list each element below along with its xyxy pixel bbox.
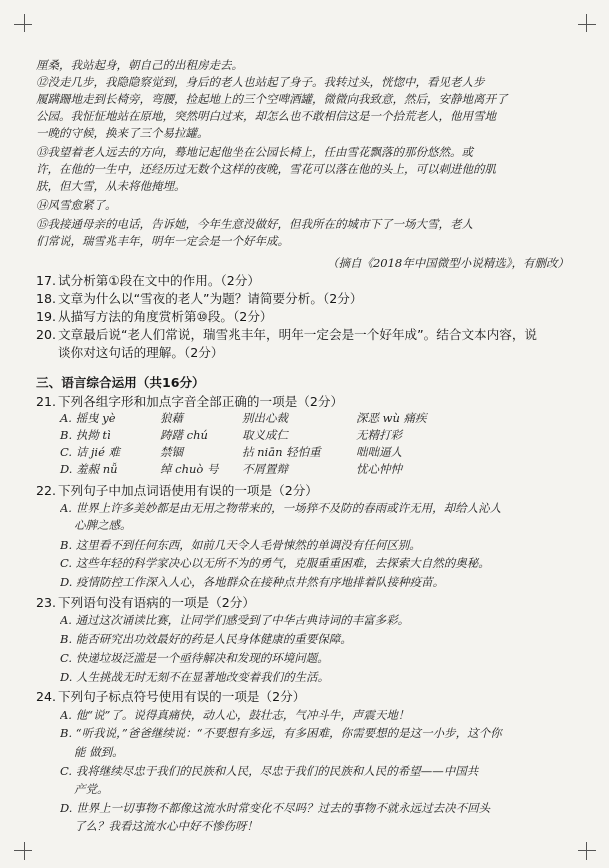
passage-line: 厘桑，我站起身，朝自己的出租房走去。 [36, 58, 243, 72]
crop-mark-top-right [578, 24, 596, 25]
q21-option-a3: 别出心裁 [242, 411, 288, 425]
q21-option-c4: 咄咄逼人 [356, 445, 402, 459]
question-text: 谈你对这句话的理解。（2分） [58, 345, 224, 360]
q23-line: C. 快递垃圾泛滥是一个亟待解决和发现的环境问题。 [60, 651, 329, 665]
q21-option-d1: D. 羞赧 nǚ [60, 462, 118, 476]
q21-option-c3: 拈 niān 轻怕重 [242, 445, 321, 459]
q22-line: C. 这些年轻的科学家决心以无所不为的勇气，克服重重困难，去探索大自然的奥秘。 [60, 556, 490, 570]
q24-line: C. 我将继续尽忠于我们的民族和人民，尽忠于我们的民族和人民的希望——中国共 [60, 764, 479, 778]
question-number: 17. [36, 273, 57, 288]
crop-mark-bottom-right-v [586, 842, 587, 860]
question-text: 下列句子标点符号使用有误的一项是（2分） [58, 689, 306, 704]
q24-line: D. 世界上一切事物不都像这流水时常变化不尽吗？过去的事物不就永远过去决不回头 [60, 801, 491, 815]
question-number: 22. [36, 483, 57, 498]
question-number: 18. [36, 291, 57, 306]
crop-mark-top-left-v [24, 14, 25, 32]
passage-line: 肤，但大雪，从未将他掩埋。 [36, 179, 186, 193]
passage-line: 许，在他的一生中，还经历过无数个这样的夜晚，雪花可以落在他的头上，可以刺进他的肌 [36, 162, 496, 176]
crop-mark-bottom-left-v [24, 842, 25, 860]
question-22 [36, 482, 579, 500]
question-19 [36, 308, 579, 326]
question-text: 从描写方法的角度赏析第⑩段。（2分） [58, 309, 273, 324]
passage-line: 一晚的守候，换来了三个易拉罐。 [36, 126, 209, 140]
crop-mark-bottom-left [14, 850, 32, 851]
question-20 [36, 326, 579, 344]
q21-option-d2: 绰 chuò 号 [160, 462, 219, 476]
question-text: 下列句子中加点词语使用有误的一项是（2分） [58, 483, 318, 498]
question-number: 19. [36, 309, 57, 324]
q21-option-b3: 取义成仁 [242, 428, 288, 442]
q21-option-a2: 狼藉 [160, 411, 183, 425]
question-18 [36, 290, 579, 308]
q21-option-c1: C. 诘 jié 难 [60, 445, 121, 459]
q22-line: A. 世界上许多美妙都是由无用之物带来的，一场猝不及防的春雨或许无用，却给人沁人 [60, 501, 502, 515]
question-number: 24. [36, 689, 57, 704]
question-number: 23. [36, 595, 57, 610]
section-title: 三、语言综合运用（共16分） [36, 375, 205, 390]
q21-option-a4: 深恶 wù 痛疾 [356, 411, 427, 425]
q21-option-b4: 无精打彩 [356, 428, 402, 442]
q21-option-a1: A. 摇曳 yè [60, 411, 116, 425]
question-17 [36, 272, 579, 290]
crop-mark-bottom-right [578, 850, 596, 851]
q21-option-c2: 禁锢 [160, 445, 183, 459]
passage-source: （摘自《2018年中国微型小说精选》，有删改） [326, 256, 569, 270]
question-24 [36, 688, 579, 706]
question-21 [36, 393, 579, 411]
question-23 [36, 594, 579, 612]
q24-line: B. “听我说，”爸爸继续说：“不要想有多远，有多困难，你需要想的是这一小步，这个你 [60, 726, 502, 740]
q21-option-d4: 忧心忡忡 [356, 462, 402, 476]
crop-mark-top-left [14, 24, 32, 25]
question-text: 下列语句没有语病的一项是（2分） [58, 595, 255, 610]
question-text: 试分析第①段在文中的作用。（2分） [58, 273, 260, 288]
passage-line: ⑮我接通母亲的电话，告诉她，今年生意没做好，但我所在的城市下了一场大雪，老人 [36, 217, 473, 231]
q22-line: 心脾之感。 [74, 518, 132, 532]
passage-line: 履蹒跚地走到长椅旁，弯腰，捡起地上的三个空啤酒罐，微微向我致意，然后，安静地离开了 [36, 92, 508, 106]
passage-line: 公园。我怔怔地站在原地，突然明白过来，却怎么也不敢相信这是一个拾荒老人，他用雪地 [36, 109, 496, 123]
question-text: 文章为什么以“雪夜的老人”为题？请简要分析。（2分） [58, 291, 363, 306]
q24-line: A. 他“说”了。说得真痛快，动人心，鼓壮志，气冲斗牛，声震天地！ [60, 708, 410, 722]
q23-line: A. 通过这次诵读比赛，让同学们感受到了中华古典诗词的丰富多彩。 [60, 613, 410, 627]
q23-line: D. 人生挑战无时无刻不在显著地改变着我们的生活。 [60, 670, 330, 684]
q24-line: 了么？我看这流水心中好不惨伤呀！ [74, 819, 258, 833]
passage-line: ⑫没走几步，我隐隐察觉到，身后的老人也站起了身子。我转过头，恍惚中，看见老人步 [36, 75, 485, 89]
q23-line: B. 能否研究出功效最好的药是人民身体健康的重要保障。 [60, 632, 352, 646]
question-20-cont [36, 344, 579, 362]
question-number: 21. [36, 394, 57, 409]
crop-mark-top-right-v [586, 14, 587, 32]
question-text: 下列各组字形和加点字音全部正确的一项是（2分） [58, 394, 344, 409]
passage-line: ⑬我望着老人远去的方向，蓦地记起他坐在公园长椅上，任由雪花飘落的那份悠然。或 [36, 145, 473, 159]
q22-line: B. 这里看不到任何东西，如前几天令人毛骨悚然的单调没有任何区别。 [60, 538, 421, 552]
question-number: 20. [36, 327, 57, 342]
q21-option-b2: 踌躇 chú [160, 428, 208, 442]
question-text: 文章最后说“老人们常说，瑞雪兆丰年，明年一定会是一个好年成”。结合文本内容，说 [58, 327, 538, 342]
q24-line: 产党。 [74, 782, 109, 796]
q22-line: D. 疫情防控工作深入人心，各地群众在接种点井然有序地排着队接种疫苗。 [60, 575, 445, 589]
passage-line: 们常说，瑞雪兆丰年，明年一定会是一个好年成。 [36, 234, 289, 248]
q21-option-d3: 不屑置辩 [242, 462, 288, 476]
q21-option-b1: B. 执拗 tì [60, 428, 111, 442]
passage-line: ⑭风雪愈紧了。 [36, 198, 117, 212]
q24-line: 能 做到。 [74, 745, 124, 759]
